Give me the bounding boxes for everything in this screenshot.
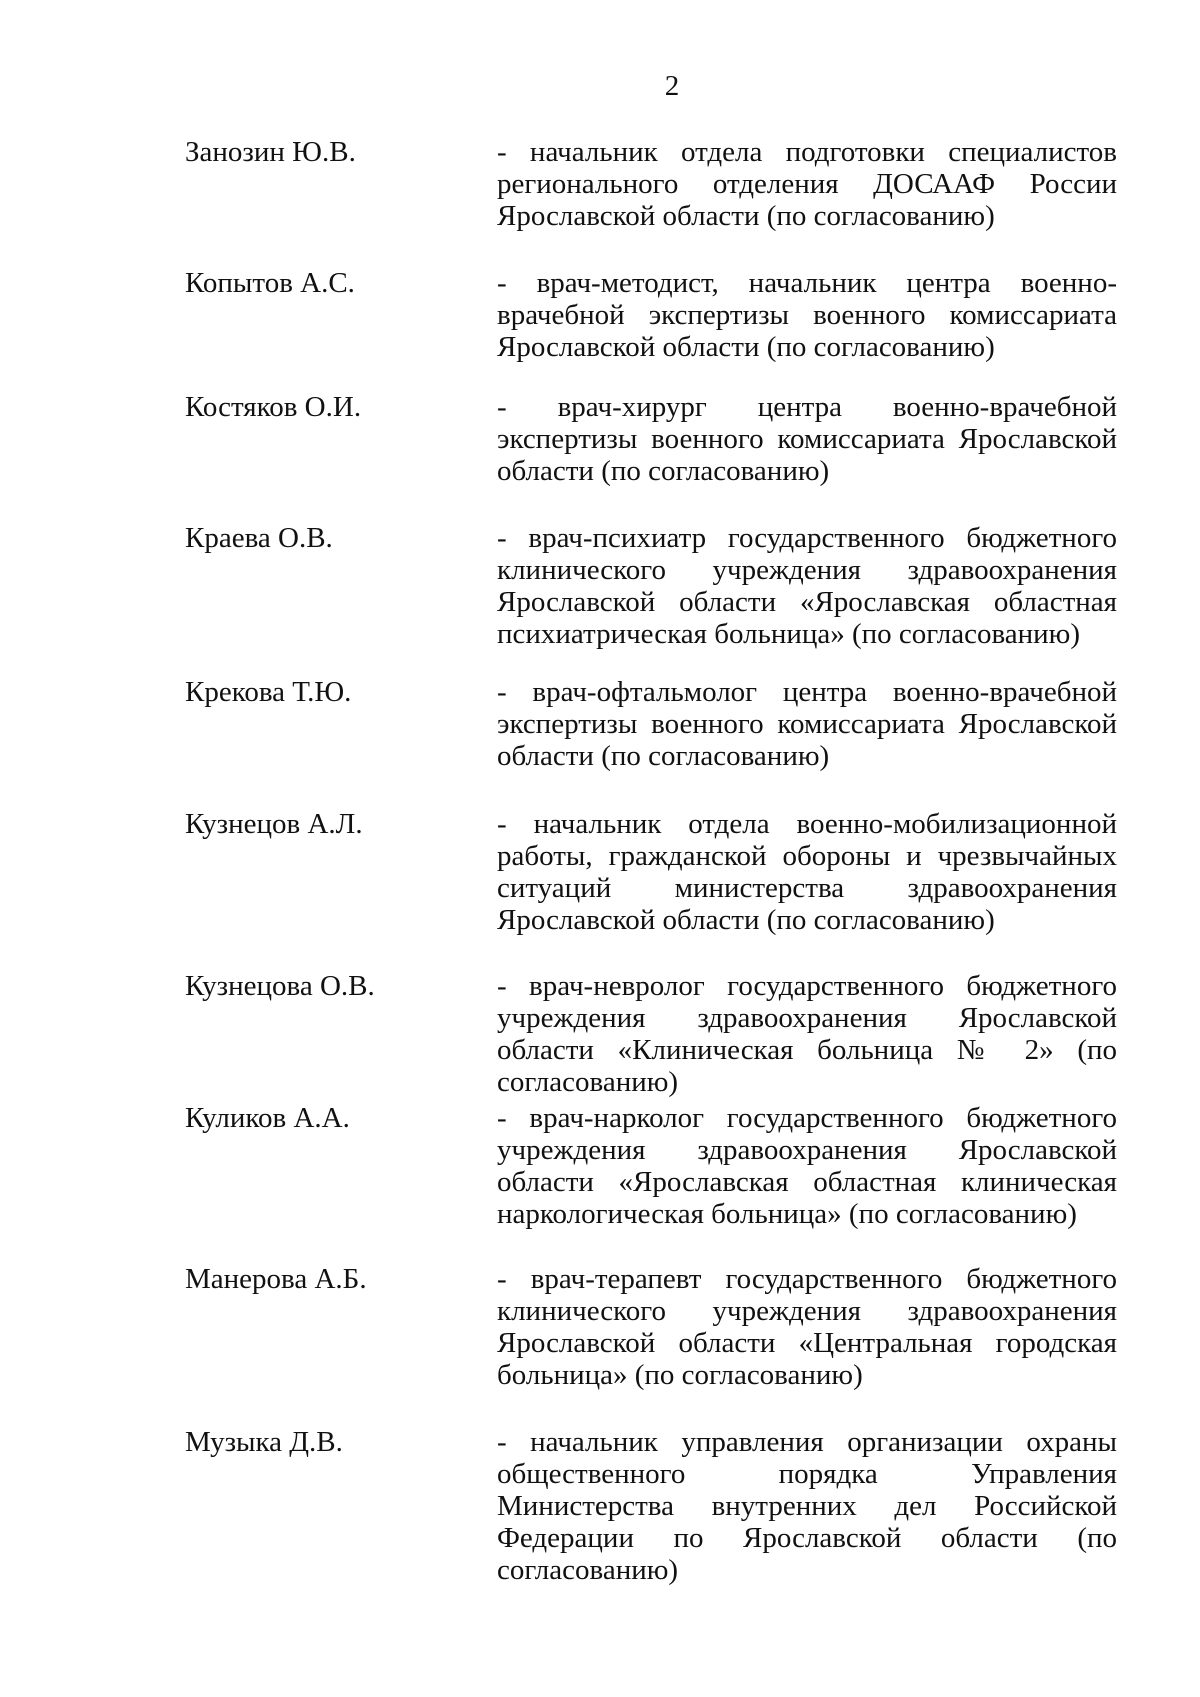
member-entry bbox=[0, 970, 1200, 1102]
member-name: Манерова А.Б. bbox=[185, 1263, 367, 1295]
member-role: - врач-хирург центра военно-врачебной экспертизы военного комиссариата Ярославской области (по согласованию) bbox=[497, 391, 1117, 487]
member-entry bbox=[0, 391, 1200, 522]
member-entry bbox=[0, 1102, 1200, 1263]
member-role: - начальник отдела подготовки специалистов регионального отделения ДОСААФ России Ярославской области (по согласованию) bbox=[497, 136, 1117, 232]
member-name: Кузнецов А.Л. bbox=[185, 808, 363, 840]
member-entry bbox=[0, 808, 1200, 970]
member-list bbox=[0, 136, 1200, 1586]
page-number: 2 bbox=[664, 70, 680, 102]
member-entry bbox=[0, 522, 1200, 676]
member-role: - врач-офтальмолог центра военно-врачебной экспертизы военного комиссариата Ярославской области (по согласованию) bbox=[497, 676, 1117, 772]
member-role: - врач-терапевт государственного бюджетного клинического учреждения здравоохранения Ярославской области «Центральная городская больница» (по согласованию) bbox=[497, 1263, 1117, 1391]
member-entry bbox=[0, 136, 1200, 267]
member-role: - начальник управления организации охраны общественного порядка Управления Министерства внутренних дел Российской Федерации по Ярославской области (по согласованию) bbox=[497, 1426, 1117, 1586]
member-name: Занозин Ю.В. bbox=[185, 136, 356, 168]
member-name: Кузнецова О.В. bbox=[185, 970, 375, 1002]
member-entry bbox=[0, 1263, 1200, 1426]
member-name: Краева О.В. bbox=[185, 522, 333, 554]
member-role: - начальник отдела военно-мобилизационной работы, гражданской обороны и чрезвычайных ситуаций министерства здравоохранения Ярославской области (по согласованию) bbox=[497, 808, 1117, 936]
member-entry bbox=[0, 676, 1200, 808]
member-entry bbox=[0, 267, 1200, 391]
member-role: - врач-методист, начальник центра военно-врачебной экспертизы военного комиссариата Ярославской области (по согласованию) bbox=[497, 267, 1117, 363]
member-entry bbox=[0, 1426, 1200, 1586]
member-role: - врач-психиатр государственного бюджетного клинического учреждения здравоохранения Ярославской области «Ярославская областная психиатрическая больница» (по согласованию) bbox=[497, 522, 1117, 650]
member-name: Костяков О.И. bbox=[185, 391, 362, 423]
member-name: Крекова Т.Ю. bbox=[185, 676, 352, 708]
member-name: Куликов А.А. bbox=[185, 1102, 350, 1134]
member-name: Музыка Д.В. bbox=[185, 1426, 343, 1458]
member-name: Копытов А.С. bbox=[185, 267, 355, 299]
member-role: - врач-невролог государственного бюджетного учреждения здравоохранения Ярославской области «Клиническая больница № 2» (по согласованию) bbox=[497, 970, 1117, 1098]
member-role: - врач-нарколог государственного бюджетного учреждения здравоохранения Ярославской области «Ярославская областная клиническая наркологическая больница» (по согласованию) bbox=[497, 1102, 1117, 1230]
